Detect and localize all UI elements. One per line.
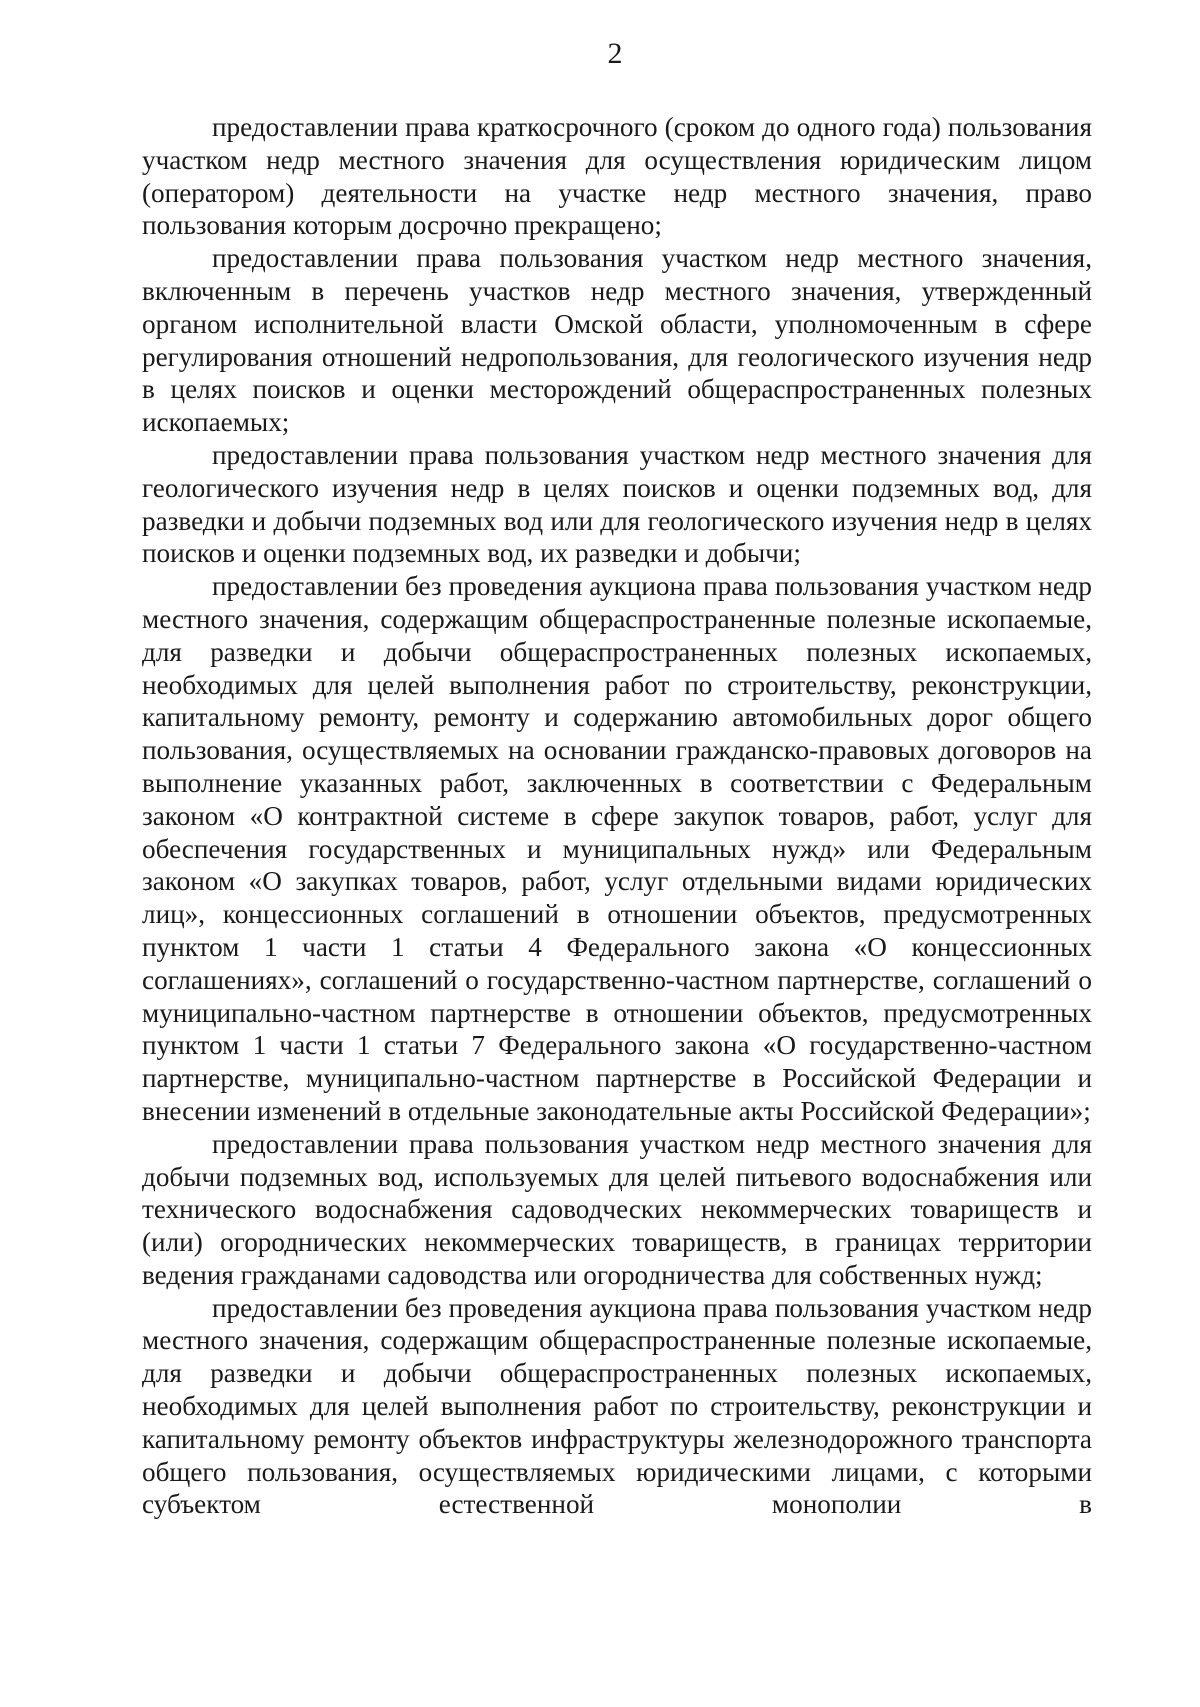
page-number: 2 [607, 37, 623, 70]
paragraph: предоставлении права пользования участком недр местного значения для геологического изучения недр в целях поисков и оценки подземных вод, для разведки и добычи подземных вод или для геологического изучения недр в целях поисков и оценки подземных вод, их разведки и добычи; [142, 439, 1092, 569]
paragraph: предоставлении права пользования участком недр местного значения, включенным в перечень участков недр местного значения, утвержденный органом исполнительной власти Омской области, уполномоченным в сфере регулирования отношений недропользования, для геологического изучения недр в целях поисков и оценки месторождений общераспространенных полезных ископаемых; [142, 243, 1092, 438]
paragraph: предоставлении права краткосрочного (сроком до одного года) пользования участком недр местного значения для осуществления юридическим лицом (оператором) деятельности на участке недр местного значения, право пользования которым досрочно прекращено; [142, 112, 1092, 241]
paragraph: предоставлении без проведения аукциона права пользования участком недр местного значения, содержащим общераспространенные полезные ископаемые, для разведки и добычи общераспространенных полезных ископаемых, необходимых для целей выполнения работ по строительству, реконструкции и капитальному ремонту объектов инфраструктуры железнодорожного транспорта общего пользования, осуществляемых юридическими лицами, с которыми субъектом естественной монополии в [142, 1292, 1092, 1520]
paragraph: предоставлении права пользования участком недр местного значения для добычи подземных вод, используемых для целей питьевого водоснабжения или технического водоснабжения садоводческих некоммерческих товариществ и (или) огороднических некоммерческих товариществ, в границах территории ведения гражданами садоводства или огородничества для собственных нужд; [142, 1128, 1092, 1290]
document-body [142, 111, 1092, 1521]
paragraph: предоставлении без проведения аукциона права пользования участком недр местного значения, содержащим общераспространенные полезные ископаемые, для разведки и добычи общераспространенных полезных ископаемых, необходимых для целей выполнения работ по строительству, реконструкции, капитальному ремонту, ремонту и содержанию автомобильных дорог общего пользования, осуществляемых на основании гражданско-правовых договоров на выполнение указанных работ, заключенных в соответствии с Федеральным законом «О контрактной системе в сфере закупок товаров, работ, услуг для обеспечения государственных и муниципальных нужд» или Федеральным законом «О закупках товаров, работ, услуг отдельными видами юридических лиц», концессионных соглашений в отношении объектов, предусмотренных пунктом 1 части 1 статьи 4 Федерального закона «О концессионных соглашениях», соглашений о государственно-частном партнерстве, соглашений о муниципально-частном партнерстве в отношении объектов, предусмотренных пунктом 1 части 1 статьи 7 Федерального закона «О государственно-частном партнерстве, муниципально-частном партнерстве в Российской Федерации и внесении изменений в отдельные законодательные акты Российской Федерации»; [142, 571, 1092, 1126]
